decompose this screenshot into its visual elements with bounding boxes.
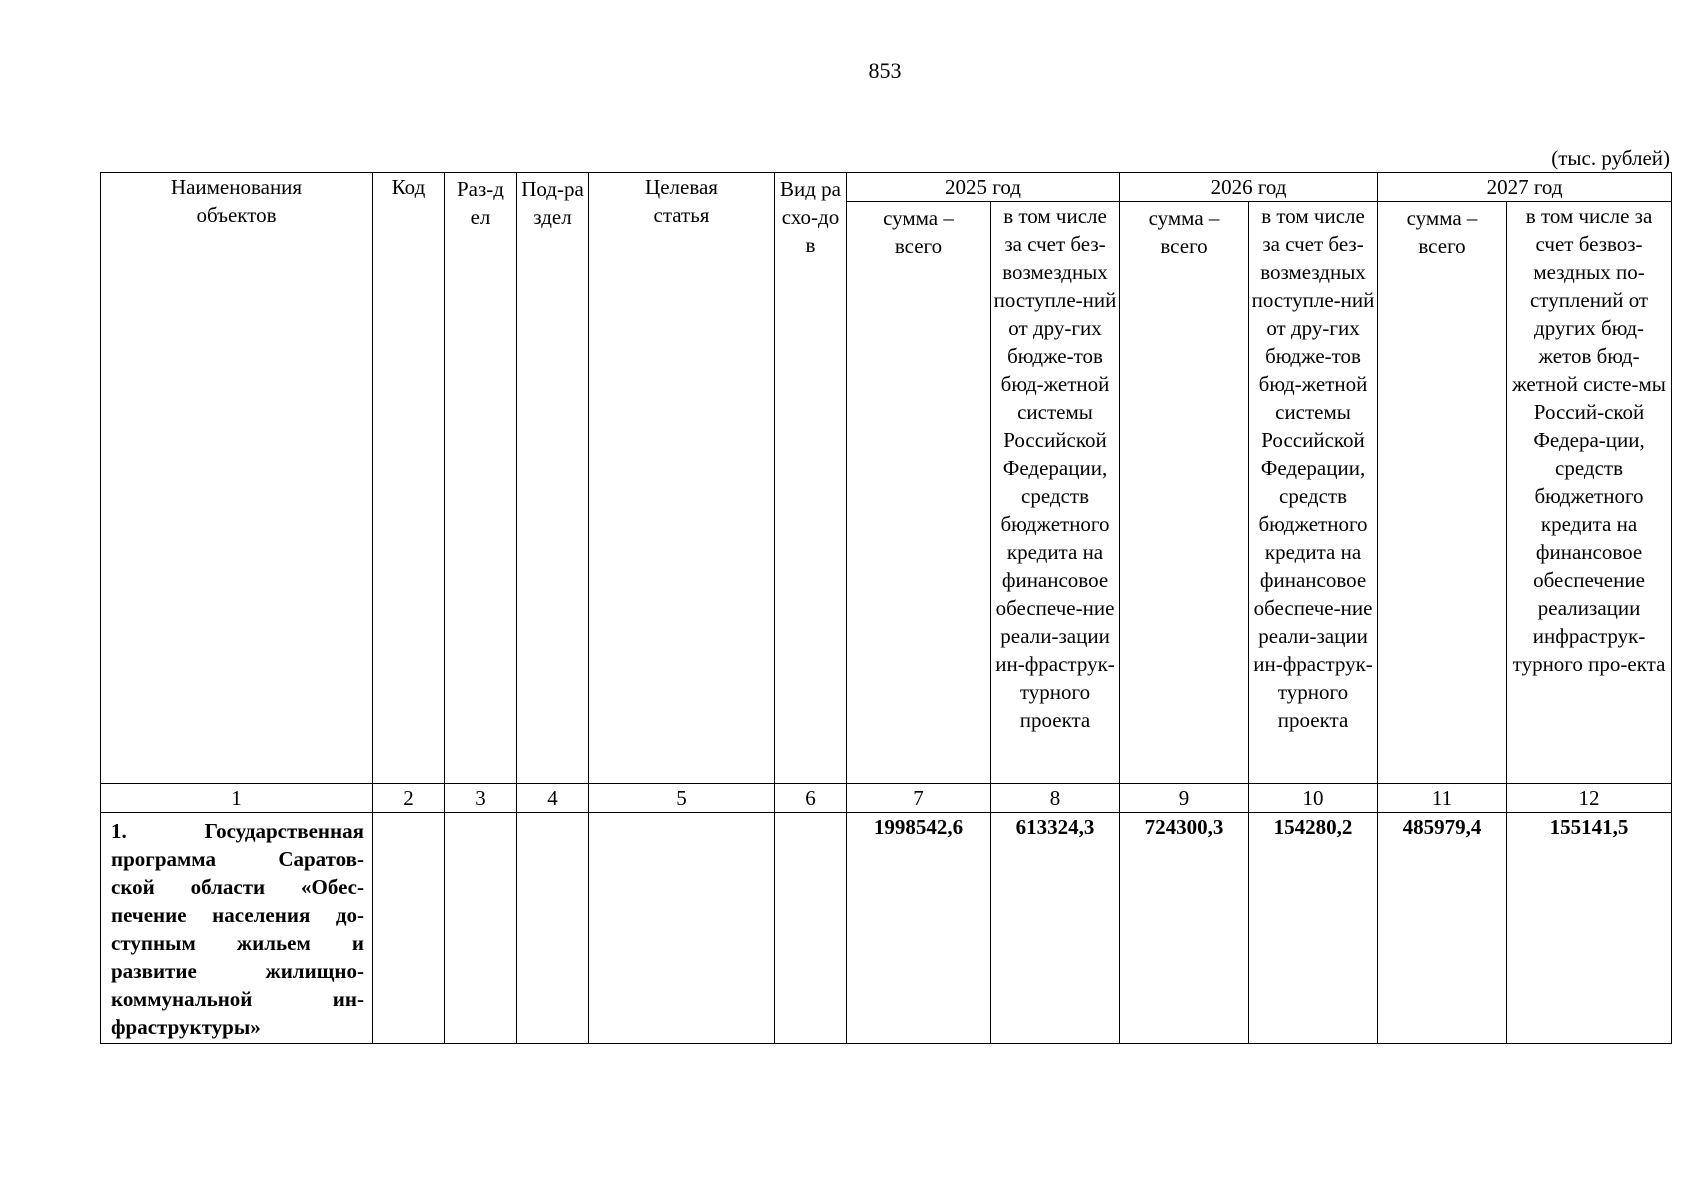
column-number: 10 — [1249, 784, 1378, 813]
column-number: 9 — [1120, 784, 1249, 813]
column-number: 4 — [517, 784, 589, 813]
value-2026-total: 724300,3 — [1120, 813, 1249, 1044]
value-2027-total: 485979,4 — [1378, 813, 1507, 1044]
header-including-2027: в том числе за счет безвоз-мездных по-ступлений от других бюд-жетов бюд-жетной систе-мы Россий-ской Федера-ции, средств бюджетного кредита на финансовое обеспечение реализации инфраструк-турного про-екта — [1507, 202, 1672, 784]
program-name-line: коммунальной ин- — [111, 987, 364, 1011]
page-number: 853 — [868, 58, 902, 83]
column-number: 3 — [445, 784, 517, 813]
program-name-line: развитие жилищно- — [111, 959, 364, 983]
table-row — [101, 813, 1672, 1044]
code-cell — [373, 813, 445, 1044]
subsection-cell — [517, 813, 589, 1044]
program-name-line: программа Саратов- — [111, 847, 364, 871]
value-2025-including: 613324,3 — [991, 813, 1120, 1044]
value-2025-total: 1998542,6 — [847, 813, 991, 1044]
header-name: Наименования объектов — [101, 173, 373, 784]
units-label: (тыс. рублей) — [1551, 146, 1670, 170]
expense-type-cell — [775, 813, 847, 1044]
program-name-line: 1. Государственная — [111, 819, 364, 843]
header-sum-total-2026: сумма – всего — [1120, 202, 1249, 784]
program-name-cell — [101, 813, 373, 1044]
program-name-line: ской области «Обес- — [111, 875, 364, 899]
header-year-2025: 2025 год — [847, 173, 1120, 202]
column-number-row — [101, 784, 1672, 813]
program-name-line: фраструктуры» — [111, 1015, 261, 1039]
column-number: 5 — [589, 784, 775, 813]
header-including-2026: в том числе за счет без-возмездных поступле-ний от дру-гих бюдже-тов бюд-жетной системы Российской Федерации, средств бюджетного кредита на финансовое обеспече-ние реали-зации ин-фраструк-турного проекта — [1249, 202, 1378, 784]
budget-table — [100, 172, 1672, 1044]
column-number: 1 — [101, 784, 373, 813]
column-number: 2 — [373, 784, 445, 813]
header-year-2026: 2026 год — [1120, 173, 1378, 202]
header-sum-total-2027: сумма – всего — [1378, 202, 1507, 784]
column-number: 8 — [991, 784, 1120, 813]
header-expense-type: Вид расхо-дов — [775, 173, 847, 784]
header-row-1 — [101, 173, 1672, 202]
value-2026-including: 154280,2 — [1249, 813, 1378, 1044]
column-number: 6 — [775, 784, 847, 813]
section-cell — [445, 813, 517, 1044]
header-year-2027: 2027 год — [1378, 173, 1672, 202]
column-number: 12 — [1507, 784, 1672, 813]
header-target-article: Целевая статья — [589, 173, 775, 784]
target-article-cell — [589, 813, 775, 1044]
value-2027-including: 155141,5 — [1507, 813, 1672, 1044]
column-number: 11 — [1378, 784, 1507, 813]
column-number: 7 — [847, 784, 991, 813]
header-section: Раз-дел — [445, 173, 517, 784]
program-name-line: печение населения до- — [111, 903, 364, 927]
program-name-line: ступным жильем и — [111, 931, 364, 955]
header-sum-total-2025: сумма – всего — [847, 202, 991, 784]
header-including-2025: в том числе за счет без-возмездных поступле-ний от дру-гих бюдже-тов бюд-жетной системы Российской Федерации, средств бюджетного кредита на финансовое обеспече-ние реали-зации ин-фраструк-турного проекта — [991, 202, 1120, 784]
header-subsection: Под-раздел — [517, 173, 589, 784]
header-code: Код — [373, 173, 445, 784]
